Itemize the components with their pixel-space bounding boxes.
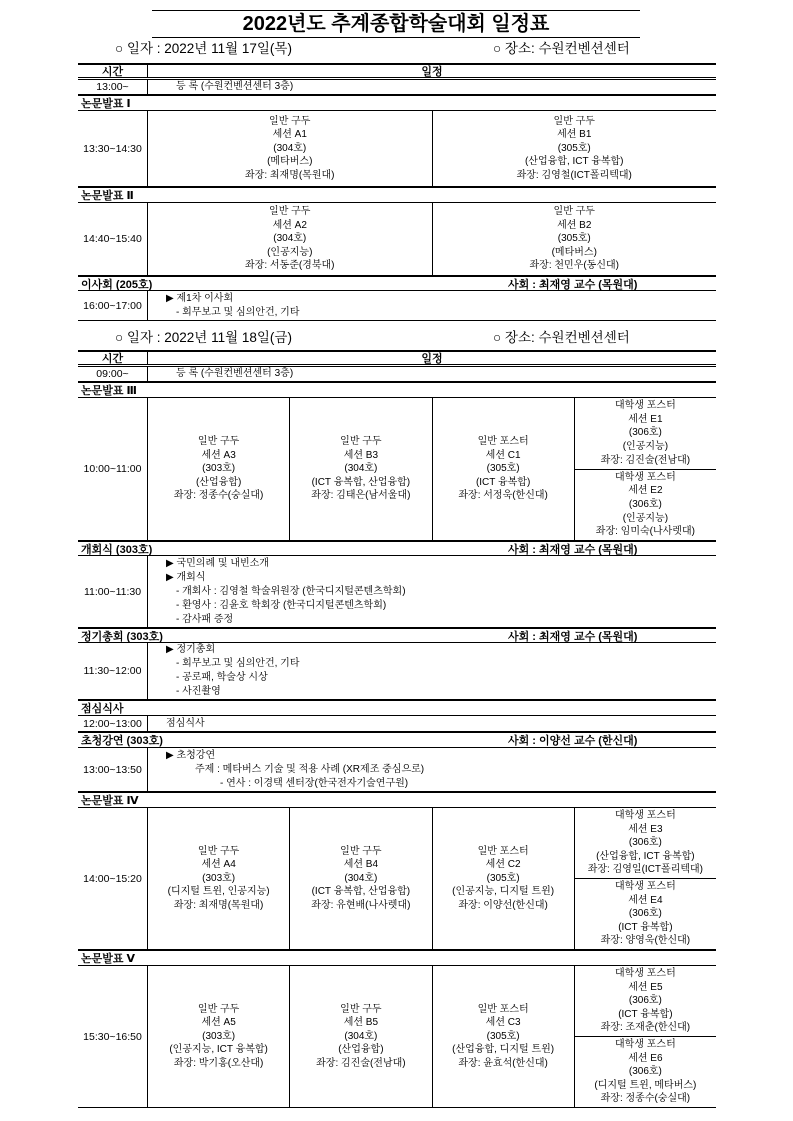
session-time: 14:00~15:20 <box>78 808 148 949</box>
session-name: 세션 B1 <box>557 129 592 141</box>
day2-venue: ○ 장소: 수원컨벤션센터 <box>493 330 630 345</box>
session-room: (305호) <box>486 463 520 475</box>
program-time: 11:30~12:00 <box>78 643 148 699</box>
registration-row <box>78 80 716 95</box>
program-line: ▶ 제1차 이사회 <box>166 292 234 304</box>
col-header-time: 시간 <box>78 65 148 77</box>
session-type: 일반 구두 <box>340 436 382 448</box>
session-name: 세션 A3 <box>201 449 236 461</box>
program-row-lunch <box>78 716 716 732</box>
session-type: 일반 구두 <box>197 436 240 448</box>
session-cell-c3 <box>433 966 575 1107</box>
section-title: 논문발표 Ⅲ <box>81 385 137 397</box>
session-name: 세션 E5 <box>628 981 663 993</box>
section-host: 사회 : 최재영 교수 (목원대) <box>508 630 638 643</box>
session-row-paper3 <box>78 398 716 541</box>
session-name: 세션 E2 <box>628 485 663 497</box>
session-topic: (메타버스) <box>267 156 313 168</box>
session-type: 일반 구두 <box>197 1003 240 1015</box>
session-room: (305호) <box>486 872 520 884</box>
session-room: (303호) <box>202 872 236 884</box>
program-line: - 연사 : 이경택 센터장(한국전자기술연구원) <box>220 777 409 789</box>
session-cell-a4 <box>148 808 290 949</box>
session-topic: (ICT 융복합) <box>618 1008 673 1020</box>
program-row-invited-talk <box>78 748 716 792</box>
session-name: 세션 B2 <box>557 219 592 231</box>
col-header-schedule: 일정 <box>421 66 443 78</box>
session-cell-a1 <box>148 111 433 186</box>
schedule-table-day1 <box>78 63 716 321</box>
program-line: 주제 : 메타버스 기술 및 적용 사례 (XR제조 중심으로) <box>195 763 425 775</box>
session-row-paper5 <box>78 966 716 1108</box>
col-header-time: 시간 <box>78 352 148 364</box>
program-line: - 회무보고 및 심의안건, 기타 <box>176 306 300 318</box>
program-line: - 감사패 증정 <box>176 613 234 625</box>
session-name: 세션 C1 <box>485 449 521 461</box>
day1-venue: ○ 장소: 수원컨벤션센터 <box>493 41 630 56</box>
session-topic: (ICT 융복합) <box>475 476 531 488</box>
section-paper2 <box>78 187 716 203</box>
session-topic: (인공지능, 디지털 트윈) <box>452 886 555 898</box>
session-cell-e3 <box>575 808 716 879</box>
session-type: 일반 구두 <box>269 115 311 127</box>
session-cell-e1 <box>575 398 716 470</box>
session-cell-a3 <box>148 398 290 540</box>
session-cell-e6 <box>575 1037 716 1107</box>
session-topic: (디지털 트윈, 인공지능) <box>167 886 270 898</box>
session-room: (306호) <box>628 498 662 510</box>
program-line: 점심식사 <box>166 717 205 729</box>
session-topic: (산업융합) <box>338 1044 384 1056</box>
session-room: (303호) <box>202 1030 236 1042</box>
section-title: 논문발표 Ⅰ <box>81 98 131 110</box>
session-type: 일반 구두 <box>553 115 595 127</box>
session-type: 대학생 포스터 <box>615 400 676 412</box>
student-poster-stack <box>575 808 716 949</box>
document-title: 2022년도 추계종합학술대회 일정표 <box>242 13 550 35</box>
section-paper5 <box>78 950 716 966</box>
session-type: 일반 구두 <box>269 206 311 218</box>
session-time: 15:30~16:50 <box>78 966 148 1107</box>
session-room: (304호) <box>273 233 307 245</box>
session-topic: (인공지능) <box>622 512 669 524</box>
section-host: 사회 : 최재영 교수 (목원대) <box>508 278 638 291</box>
registration-text: 등 록 (수원컨벤션센터 3층) <box>176 368 294 379</box>
session-topic: (인공지능) <box>622 441 669 453</box>
session-topic: (ICT 융복합, 산업융합) <box>311 476 411 488</box>
session-type: 일반 포스터 <box>477 845 529 857</box>
session-room: (306호) <box>628 995 662 1007</box>
section-title: 점심식사 <box>81 703 124 715</box>
section-lunch <box>78 700 716 716</box>
section-title: 이사회 (205호) <box>81 278 153 291</box>
session-chair: 좌장: 최재명(목원대) <box>173 899 264 911</box>
session-chair: 좌장: 양영욱(한신대) <box>600 935 691 947</box>
session-topic: (산업융합) <box>195 476 242 488</box>
table-header-row <box>78 350 716 367</box>
session-cell-a5 <box>148 966 290 1107</box>
session-cell-b5 <box>290 966 432 1107</box>
session-name: 세션 E6 <box>628 1052 663 1064</box>
session-topic: (산업융합, ICT 융복합) <box>524 156 624 168</box>
session-time: 14:40~15:40 <box>78 203 148 275</box>
session-topic: (산업융합, ICT 융복합) <box>596 850 695 862</box>
session-chair: 좌장: 김태은(남서울대) <box>311 490 411 502</box>
day2-date: ○ 일자 : 2022년 11월 18일(금) <box>115 330 292 345</box>
session-topic: (메타버스) <box>551 246 597 258</box>
session-type: 대학생 포스터 <box>615 881 676 893</box>
section-host: 사회 : 이양선 교수 (한신대) <box>508 735 638 747</box>
section-paper1 <box>78 95 716 111</box>
section-title: 논문발표 Ⅴ <box>81 953 136 965</box>
session-room: (304호) <box>344 1030 378 1042</box>
student-poster-stack <box>575 398 716 540</box>
session-topic: (인공지능, ICT 융복합) <box>169 1044 268 1056</box>
session-room: (306호) <box>628 1066 662 1078</box>
session-chair: 좌장: 천민우(동신대) <box>529 260 619 272</box>
session-name: 세션 C3 <box>485 1017 521 1029</box>
session-chair: 좌장: 김진술(전남대) <box>316 1057 406 1069</box>
title-bottom-rule <box>152 37 640 38</box>
session-cell-a2 <box>148 203 433 275</box>
section-title: 개회식 (303호) <box>81 543 153 556</box>
session-type: 일반 구두 <box>340 845 382 857</box>
registration-time: 13:00~ <box>78 80 148 94</box>
session-time: 10:00~11:00 <box>78 398 148 540</box>
session-room: (306호) <box>628 837 662 849</box>
session-room: (303호) <box>202 463 236 475</box>
session-topic: (ICT 융복합, 산업융합) <box>311 886 411 898</box>
session-cell-e5 <box>575 966 716 1037</box>
col-header-schedule: 일정 <box>421 353 443 365</box>
section-board <box>78 276 716 291</box>
session-cell-b1 <box>433 111 717 186</box>
session-name: 세션 C2 <box>485 859 521 871</box>
program-line: - 사진촬영 <box>176 686 221 697</box>
session-topic: (인공지능) <box>267 246 313 258</box>
session-chair: 좌장: 박기홍(오산대) <box>173 1057 264 1069</box>
section-title: 논문발표 Ⅳ <box>81 795 139 807</box>
session-cell-b4 <box>290 808 432 949</box>
program-row-general-meeting <box>78 643 716 700</box>
student-poster-stack <box>575 966 716 1107</box>
session-row-paper4 <box>78 808 716 950</box>
session-chair: 좌장: 정종수(숭실대) <box>173 490 264 502</box>
schedule-table-day2 <box>78 350 716 1108</box>
session-chair: 좌장: 임미숙(나사렛대) <box>595 526 695 538</box>
section-paper4 <box>78 792 716 808</box>
section-paper3 <box>78 382 716 398</box>
registration-row <box>78 367 716 382</box>
session-room: (304호) <box>344 872 378 884</box>
session-room: (304호) <box>273 142 307 154</box>
session-type: 대학생 포스터 <box>615 810 676 822</box>
program-time: 16:00~17:00 <box>78 291 148 320</box>
session-chair: 좌장: 유현배(나사렛대) <box>311 899 411 911</box>
session-type: 대학생 포스터 <box>615 968 676 980</box>
section-host: 사회 : 최재영 교수 (목원대) <box>508 543 638 556</box>
program-line: ▶ 국민의례 및 내빈소개 <box>166 557 269 569</box>
session-room: (305호) <box>557 233 591 245</box>
session-chair: 좌장: 김진술(전남대) <box>600 454 691 466</box>
session-cell-e2 <box>575 470 716 541</box>
section-title: 논문발표 Ⅱ <box>81 190 134 202</box>
session-row-paper1 <box>78 111 716 187</box>
session-chair: 좌장: 이양선(한신대) <box>458 899 548 911</box>
section-invited-talk <box>78 732 716 748</box>
section-opening <box>78 541 716 556</box>
session-topic: (디지털 트윈, 메타버스) <box>594 1079 697 1091</box>
session-name: 세션 E4 <box>628 894 663 906</box>
session-name: 세션 E1 <box>628 413 663 425</box>
session-type: 일반 구두 <box>553 206 595 218</box>
session-chair: 좌장: 김영철(ICT폴리텍대) <box>516 169 632 181</box>
day1-date: ○ 일자 : 2022년 11월 17일(목) <box>115 41 292 56</box>
session-chair: 좌장: 윤효석(한신대) <box>458 1057 548 1069</box>
program-line: - 공로패, 학술상 시상 <box>176 672 268 683</box>
session-type: 일반 구두 <box>197 845 240 857</box>
session-name: 세션 A1 <box>272 129 307 141</box>
session-name: 세션 B5 <box>343 1017 379 1029</box>
table-header-row <box>78 63 716 80</box>
session-room: (306호) <box>628 908 662 920</box>
session-topic: (산업융합, 디지털 트윈) <box>452 1044 555 1056</box>
section-title: 정기총회 (303호) <box>81 630 163 643</box>
session-name: 세션 A5 <box>201 1017 236 1029</box>
section-title: 초청강연 (303호) <box>81 735 163 747</box>
program-line: - 개회사 : 김영철 학술위원장 (한국디지털콘텐츠학회) <box>176 585 406 597</box>
session-cell-c2 <box>433 808 575 949</box>
program-line: ▶ 개회식 <box>166 571 206 583</box>
session-cell-e4 <box>575 879 716 949</box>
program-line: - 환영사 : 김윤호 학회장 (한국디지털콘텐츠학회) <box>176 599 387 611</box>
session-chair: 좌장: 조재춘(한신대) <box>600 1022 691 1034</box>
session-name: 세션 A4 <box>201 859 236 871</box>
session-type: 일반 포스터 <box>477 436 529 448</box>
session-room: (306호) <box>628 427 662 439</box>
program-time: 11:00~11:30 <box>78 556 148 627</box>
session-name: 세션 B4 <box>343 859 379 871</box>
session-name: 세션 B3 <box>343 449 379 461</box>
session-type: 대학생 포스터 <box>615 1039 676 1051</box>
session-chair: 좌장: 서정욱(한신대) <box>458 490 548 502</box>
session-name: 세션 A2 <box>272 219 307 231</box>
session-time: 13:30~14:30 <box>78 111 148 186</box>
program-row-opening <box>78 556 716 628</box>
session-name: 세션 E3 <box>628 823 663 835</box>
program-line: - 회무보고 및 심의안건, 기타 <box>176 658 300 669</box>
session-chair: 좌장: 김영일(ICT폴리텍대) <box>587 864 703 876</box>
session-type: 일반 포스터 <box>477 1003 529 1015</box>
session-row-paper2 <box>78 203 716 276</box>
program-time: 13:00~13:50 <box>78 748 148 791</box>
session-cell-b2 <box>433 203 717 275</box>
session-chair: 좌장: 서동준(경북대) <box>245 260 335 272</box>
session-topic: (ICT 융복합) <box>618 921 673 933</box>
session-type: 일반 구두 <box>340 1003 382 1015</box>
session-type: 대학생 포스터 <box>615 471 676 483</box>
session-chair: 좌장: 정종수(숭실대) <box>600 1093 691 1105</box>
program-line: ▶ 정기총회 <box>166 644 216 655</box>
section-general-meeting <box>78 628 716 643</box>
program-time: 12:00~13:00 <box>78 716 148 731</box>
session-room: (305호) <box>557 142 591 154</box>
session-cell-c1 <box>433 398 575 540</box>
program-row-board <box>78 291 716 321</box>
program-line: ▶ 초청강연 <box>166 749 216 761</box>
session-room: (305호) <box>486 1030 520 1042</box>
session-room: (304호) <box>344 463 378 475</box>
registration-time: 09:00~ <box>78 367 148 381</box>
session-cell-b3 <box>290 398 432 540</box>
session-chair: 좌장: 최재명(목원대) <box>245 169 335 181</box>
registration-text: 등 록 (수원컨벤션센터 3층) <box>176 81 294 92</box>
